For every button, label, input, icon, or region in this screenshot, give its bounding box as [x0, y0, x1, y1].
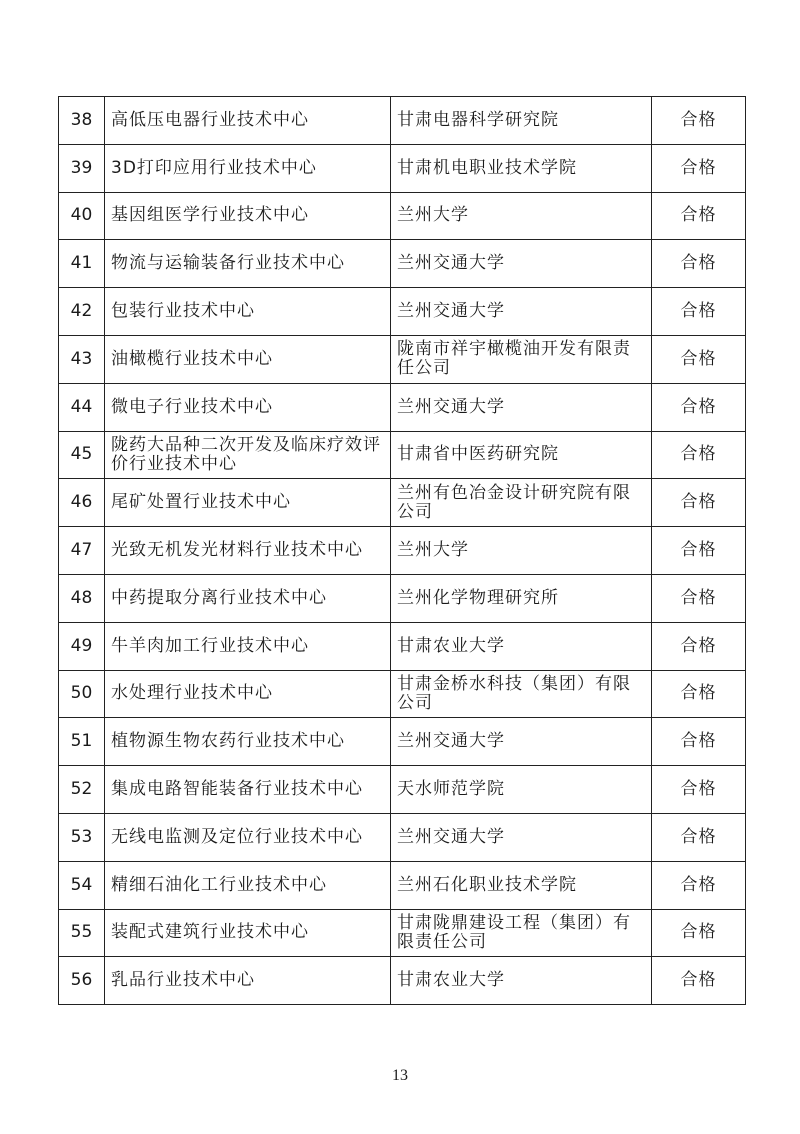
table-row	[59, 909, 746, 957]
row-number: 51	[59, 718, 105, 766]
row-number: 43	[59, 335, 105, 383]
evaluation-result: 合格	[652, 144, 746, 192]
center-name: 包装行业技术中心	[105, 288, 391, 336]
evaluation-result: 合格	[652, 813, 746, 861]
center-name: 集成电路智能装备行业技术中心	[105, 766, 391, 814]
evaluation-result: 合格	[652, 670, 746, 718]
organization: 甘肃机电职业技术学院	[391, 144, 652, 192]
organization: 甘肃农业大学	[391, 957, 652, 1005]
organization: 甘肃农业大学	[391, 622, 652, 670]
evaluation-result: 合格	[652, 240, 746, 288]
center-name: 中药提取分离行业技术中心	[105, 574, 391, 622]
row-number: 49	[59, 622, 105, 670]
row-number: 53	[59, 813, 105, 861]
row-number: 48	[59, 574, 105, 622]
organization: 兰州大学	[391, 192, 652, 240]
center-name: 微电子行业技术中心	[105, 383, 391, 431]
table-row	[59, 144, 746, 192]
evaluation-result: 合格	[652, 909, 746, 957]
row-number: 47	[59, 527, 105, 575]
table-row	[59, 574, 746, 622]
row-number: 38	[59, 97, 105, 145]
evaluation-result: 合格	[652, 861, 746, 909]
center-name: 物流与运输装备行业技术中心	[105, 240, 391, 288]
organization: 兰州化学物理研究所	[391, 574, 652, 622]
evaluation-result: 合格	[652, 622, 746, 670]
table-row	[59, 861, 746, 909]
center-name: 陇药大品种二次开发及临床疗效评价行业技术中心	[105, 431, 391, 479]
evaluation-result: 合格	[652, 431, 746, 479]
table-row	[59, 957, 746, 1005]
row-number: 41	[59, 240, 105, 288]
table-row	[59, 813, 746, 861]
table-row	[59, 431, 746, 479]
organization: 甘肃省中医药研究院	[391, 431, 652, 479]
center-name: 水处理行业技术中心	[105, 670, 391, 718]
table-row	[59, 622, 746, 670]
row-number: 40	[59, 192, 105, 240]
center-name: 精细石油化工行业技术中心	[105, 861, 391, 909]
center-name: 高低压电器行业技术中心	[105, 97, 391, 145]
organization: 甘肃金桥水科技（集团）有限公司	[391, 670, 652, 718]
organization: 兰州石化职业技术学院	[391, 861, 652, 909]
evaluation-result: 合格	[652, 527, 746, 575]
organization: 兰州交通大学	[391, 240, 652, 288]
organization: 兰州大学	[391, 527, 652, 575]
evaluation-result: 合格	[652, 192, 746, 240]
organization: 天水师范学院	[391, 766, 652, 814]
row-number: 39	[59, 144, 105, 192]
row-number: 56	[59, 957, 105, 1005]
evaluation-result: 合格	[652, 383, 746, 431]
row-number: 46	[59, 479, 105, 527]
table-row	[59, 670, 746, 718]
table-row	[59, 240, 746, 288]
center-name: 3D打印应用行业技术中心	[105, 144, 391, 192]
results-table	[58, 96, 746, 1005]
row-number: 45	[59, 431, 105, 479]
center-name: 植物源生物农药行业技术中心	[105, 718, 391, 766]
center-name: 无线电监测及定位行业技术中心	[105, 813, 391, 861]
evaluation-result: 合格	[652, 335, 746, 383]
organization: 兰州交通大学	[391, 718, 652, 766]
row-number: 52	[59, 766, 105, 814]
organization: 兰州交通大学	[391, 813, 652, 861]
table-row	[59, 479, 746, 527]
evaluation-result: 合格	[652, 718, 746, 766]
organization: 兰州有色冶金设计研究院有限公司	[391, 479, 652, 527]
table-row	[59, 718, 746, 766]
organization: 甘肃陇鼎建设工程（集团）有限责任公司	[391, 909, 652, 957]
table-row	[59, 527, 746, 575]
table-row	[59, 383, 746, 431]
row-number: 50	[59, 670, 105, 718]
results-table-body	[59, 97, 746, 1005]
table-row	[59, 766, 746, 814]
page-number: 13	[392, 1067, 408, 1084]
table-row	[59, 97, 746, 145]
evaluation-result: 合格	[652, 766, 746, 814]
center-name: 牛羊肉加工行业技术中心	[105, 622, 391, 670]
evaluation-result: 合格	[652, 288, 746, 336]
center-name: 装配式建筑行业技术中心	[105, 909, 391, 957]
center-name: 油橄榄行业技术中心	[105, 335, 391, 383]
row-number: 55	[59, 909, 105, 957]
table-row	[59, 335, 746, 383]
evaluation-result: 合格	[652, 479, 746, 527]
center-name: 光致无机发光材料行业技术中心	[105, 527, 391, 575]
table-row	[59, 288, 746, 336]
row-number: 44	[59, 383, 105, 431]
organization: 兰州交通大学	[391, 288, 652, 336]
center-name: 基因组医学行业技术中心	[105, 192, 391, 240]
center-name: 尾矿处置行业技术中心	[105, 479, 391, 527]
center-name: 乳品行业技术中心	[105, 957, 391, 1005]
evaluation-result: 合格	[652, 957, 746, 1005]
organization: 兰州交通大学	[391, 383, 652, 431]
row-number: 42	[59, 288, 105, 336]
organization: 甘肃电器科学研究院	[391, 97, 652, 145]
organization: 陇南市祥宇橄榄油开发有限责任公司	[391, 335, 652, 383]
evaluation-result: 合格	[652, 97, 746, 145]
row-number: 54	[59, 861, 105, 909]
table-row	[59, 192, 746, 240]
evaluation-result: 合格	[652, 574, 746, 622]
